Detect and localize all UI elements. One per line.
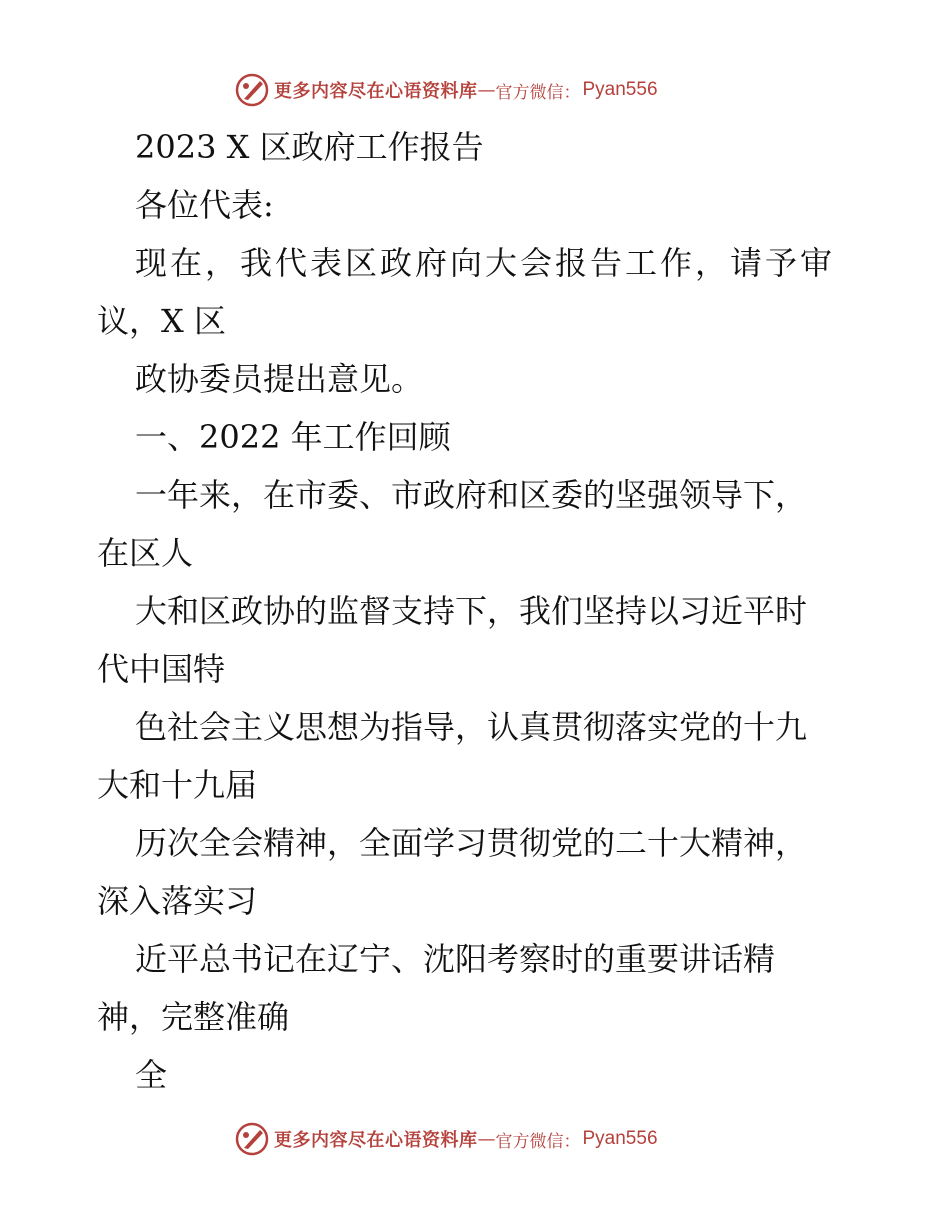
text-line: 议，X 区 [97, 302, 226, 340]
text-line: 神，完整准确 [97, 998, 290, 1036]
text-line: 一年来，在市委、市政府和区委的坚强领导下， [135, 476, 808, 514]
header-watermark-banner [234, 70, 658, 110]
banner-brand-text: 更多内容尽在心语资料库 [274, 1130, 478, 1151]
banner-wechat-id: Pyan556 [582, 79, 658, 100]
footer-watermark-banner [234, 1119, 658, 1159]
text-line: 近平总书记在辽宁、沈阳考察时的重要讲话精 [135, 940, 776, 978]
quill-pen-logo-icon [234, 1121, 270, 1157]
text-line: 历次全会精神，全面学习贯彻党的二十大精神， [135, 824, 808, 862]
text-line: 政协委员提出意见。 [135, 360, 424, 398]
banner-separator: — [477, 1128, 496, 1150]
text-line: 大和区政协的监督支持下，我们坚持以习近平时 [135, 592, 808, 630]
banner-wechat-id: Pyan556 [582, 1128, 658, 1149]
text-line: 代中国特 [97, 650, 226, 688]
banner-separator: — [477, 79, 496, 101]
banner-wechat-label: 官方微信： [495, 1131, 581, 1152]
section-heading: 一、2022 年工作回顾 [135, 418, 451, 456]
salutation: 各位代表: [135, 186, 274, 224]
text-line: 大和十九届 [97, 766, 258, 804]
text-line: 现在，我代表区政府向大会报告工作，请予审 [135, 244, 836, 282]
text-line: 在区人 [97, 534, 194, 572]
text-line: 色社会主义思想为指导，认真贯彻落实党的十九 [135, 708, 808, 746]
text-line: 深入落实习 [97, 882, 258, 920]
banner-wechat-label: 官方微信： [495, 82, 581, 103]
text-line: 全 [135, 1056, 168, 1094]
quill-pen-logo-icon [234, 72, 270, 108]
banner-brand-text: 更多内容尽在心语资料库 [274, 81, 478, 102]
document-title: 2023 X 区政府工作报告 [135, 128, 484, 166]
